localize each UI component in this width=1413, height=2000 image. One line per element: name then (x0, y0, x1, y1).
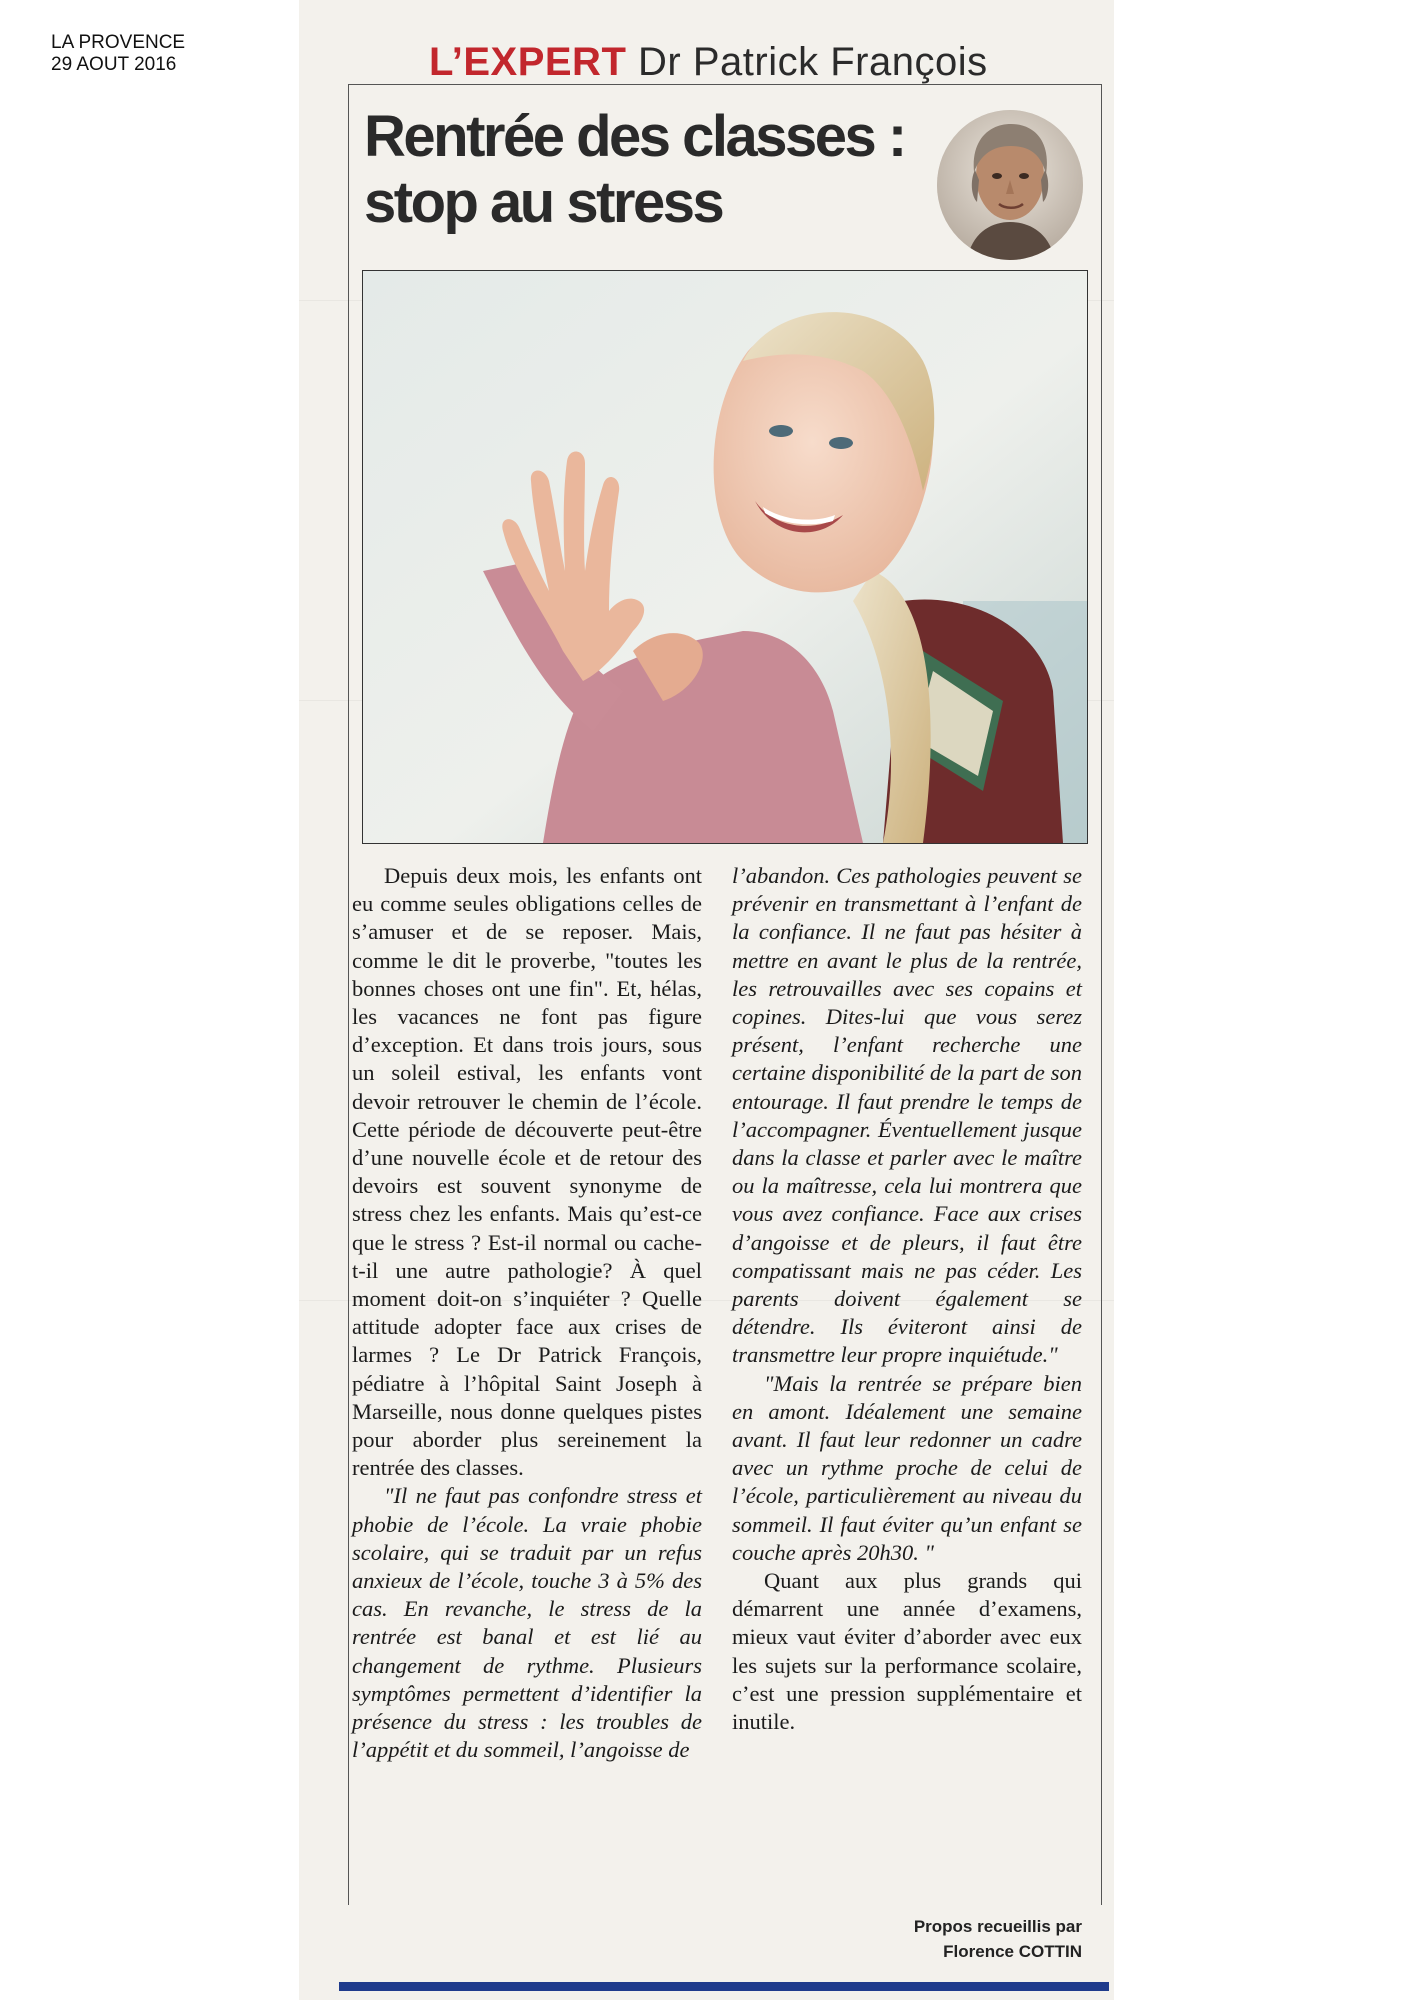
quote-paragraph-1-continued: l’abandon. Ces pathologies peuvent se prévenir en transmettant à l’enfant de la confiance. Il ne faut pas hésiter à mettre en avant le plus de la rentrée, les retrouvailles avec ses copains et copines. Dites-lui que vous serez présent, l’enfant recherche une certaine disponibilité de la part de son entourage. Il faut prendre le temps de l’accompagner. Éventuellement jusque dans la classe et parler avec le maître ou la maîtresse, cela lui montrera que vous avez confiance. Face aux crises d’angoisse et de pleurs, il faut être compatissant mais ne pas céder. Les parents doivent également se détendre. Ils éviteront ainsi de transmettre leur propre inquiétude." (732, 863, 1082, 1368)
headline-line-2: stop au stress (364, 170, 723, 235)
byline-line-1: Propos recueillis par (913, 1917, 1082, 1936)
article-column-1 (352, 862, 702, 1765)
rubric-label: L’EXPERT (429, 40, 627, 84)
source-stamp (51, 32, 185, 76)
closing-paragraph: Quant aux plus grands qui démarrent une année d’examens, mieux vaut éviter d’aborder avec eux les sujets sur la performance scolaire, c’est une pression supplémentaire et inutile. (732, 1568, 1082, 1735)
article-column-2 (732, 862, 1082, 1736)
intro-paragraph: Depuis deux mois, les enfants ont eu comme seules obligations celles de s’amuser et de se reposer. Mais, comme le dit le proverbe, "toutes les bonnes choses ont une fin". Et, hélas, les vacances ne font pas figure d’exception. Et dans trois jours, sous un soleil estival, les enfants vont devoir retrouver le chemin de l’école. Cette période de découverte peut-être d’une nouvelle école et de retour des devoirs est souvent synonyme de stress chez les enfants. Mais qu’est-ce que le stress ? Est-il normal ou cache-t-il une autre pathologie? À quel moment doit-on s’inquiéter ? Quelle attitude adopter face aux crises de larmes ? Le Dr Patrick François, pédiatre à l’hôpital Saint Joseph à Marseille, nous donne quelques pistes pour aborder plus sereinement la rentrée des classes. (352, 863, 702, 1481)
publication-name: LA PROVENCE (51, 32, 186, 53)
expert-portrait (937, 110, 1083, 260)
bottom-rule (339, 1982, 1109, 1991)
publication-date: 29 AOUT 2016 (51, 54, 177, 75)
quote-paragraph-2: "Mais la rentrée se prépare bien en amont. Idéalement une semaine avant. Il faut leur redonner un cadre avec un rythme proche de celui de l’école, particulièrement au niveau du sommeil. Il faut éviter qu’un enfant se couche après 20h30. " (732, 1370, 1082, 1565)
byline-author: Florence COTTIN (943, 1942, 1082, 1961)
article-photo (362, 270, 1088, 844)
headline-line-1: Rentrée des classes : (364, 104, 905, 169)
newspaper-clipping (299, 0, 1114, 2000)
headline (364, 104, 924, 236)
rubric-header (429, 40, 988, 85)
quote-paragraph-1: "Il ne faut pas confondre stress et phobie de l’école. La vraie phobie scolaire, qui se traduit par un refus anxieux de l’école, touche 3 à 5% des cas. En revanche, le stress de la rentrée est banal et est lié au changement de rythme. Plusieurs symptômes permettent d’identifier la présence du stress : les troubles de l’appétit et du sommeil, l’angoisse de (352, 1483, 702, 1763)
byline (732, 1914, 1082, 1964)
expert-name: Dr Patrick François (638, 40, 988, 84)
